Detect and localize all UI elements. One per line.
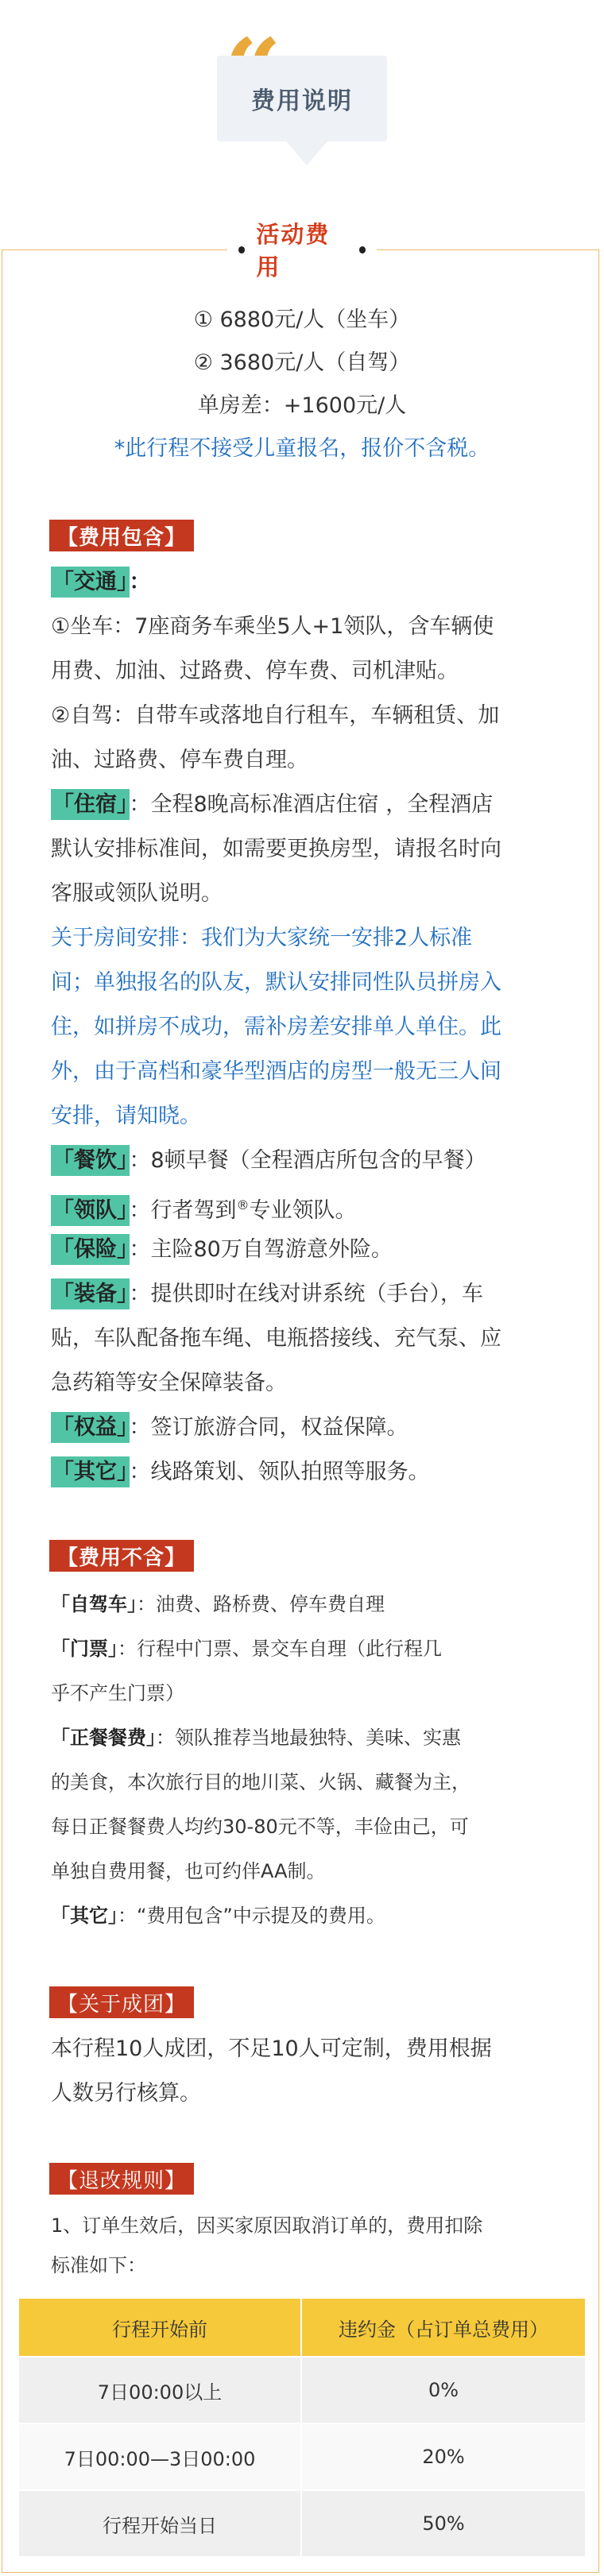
registered-mark: ® [236, 1197, 250, 1213]
room-line-1: 关于房间安排：我们为大家统一安排2人标准 [51, 926, 473, 950]
excluded-ticket-tag: 「门票」 [51, 1638, 118, 1660]
excluded-meal-tag: 「正餐餐费」 [51, 1727, 156, 1749]
car-line-1: ①坐车：7座商务车乘坐5人+1领队，含车辆使 [51, 614, 494, 639]
refund-line-1: 1、订单生效后，因买家原因取消订单的，费用扣除 [51, 2214, 483, 2237]
bullet-dot-icon [359, 246, 366, 253]
table-row [19, 2356, 585, 2423]
transport-heading: 「交通」： [51, 561, 559, 604]
other-included-tag: 「其它」 [51, 1456, 130, 1487]
excluded-other-line: 「其它」：“费用包含”中示提及的费用。 [51, 1905, 385, 1927]
group-line-2: 人数另行核算。 [51, 2081, 201, 2106]
equipment-tag: 「装备」 [51, 1278, 130, 1309]
section-label [227, 221, 377, 280]
equipment-line-1: 「装备」：提供即时在线对讲系统（手台），车 [51, 1273, 559, 1316]
bullet-dot-icon [238, 246, 245, 253]
excluded-ticket-line-2: 乎不产生门票） [51, 1682, 184, 1704]
leader-line: 「领队」：行者驾到®专业领队。 [51, 1184, 559, 1232]
meal-line: 「餐饮」：8顿早餐（全程酒店所包含的早餐） [51, 1139, 559, 1182]
room-line-5: 安排，请知晓。 [51, 1104, 201, 1128]
excluded-tag: 【费用不含】 [49, 1540, 194, 1572]
table-row [19, 2489, 585, 2556]
leader-tag: 「领队」 [51, 1195, 130, 1226]
refund-col-header: 违约金（占订单总费用） [302, 2299, 585, 2356]
excluded-other-tag: 「其它」 [51, 1905, 118, 1927]
excluded-meal-line-2: 的美食，本次旅行目的地川菜、火锅、藏餐为主， [51, 1771, 470, 1793]
self-drive-line-1: ②自驾：自带车或落地自行租车，车辆租赁、加 [51, 703, 500, 728]
insurance-tag: 「保险」 [51, 1234, 130, 1265]
group-tag: 【关于成团】 [49, 1986, 194, 2018]
table-cell: 50% [302, 2489, 585, 2556]
included-tag: 【费用包含】 [49, 520, 194, 551]
refund-line-2: 标准如下： [51, 2254, 146, 2276]
table-cell: 0% [302, 2356, 585, 2423]
room-line-4: 外，由于高档和豪华型酒店的房型一般无三人间 [51, 1059, 501, 1084]
group-line-1: 本行程10人成团，不足10人可定制，费用根据 [51, 2036, 492, 2061]
excluded-car-tag: 「自驾车」 [51, 1593, 137, 1615]
hotel-line-3: 客服或领队说明。 [51, 881, 223, 906]
rights-tag: 「权益」 [51, 1412, 130, 1443]
hotel-tag: 「住宿」 [51, 789, 130, 820]
hotel-line-2: 默认安排标准间，如需要更换房型，请报名时向 [51, 837, 501, 861]
equipment-line-3: 急药箱等安全保障装备。 [51, 1371, 287, 1395]
excluded-ticket-line-1: 「门票」：行程中门票、景交车自理（此行程几 [51, 1638, 442, 1660]
price-sitting: ① 6880元/人（坐车） [193, 307, 411, 332]
table-cell: 7日00:00以上 [19, 2356, 302, 2423]
refund-col-header: 行程开始前 [19, 2299, 302, 2356]
hotel-line-1: 「住宿」：全程8晚高标准酒店住宿 ，全程酒店 [51, 783, 559, 826]
price-note: *此行程不接受儿童报名，报价不含税。 [114, 436, 490, 461]
section-label-text: 活动费用 [256, 221, 331, 280]
excluded-meal-line-4: 单独自费用餐，也可约伴AA制。 [51, 1860, 326, 1882]
page-title: 费用说明 [251, 87, 353, 115]
table-cell: 20% [302, 2423, 585, 2489]
rights-line: 「权益」：签订旅游合同，权益保障。 [51, 1406, 559, 1449]
table-cell: 行程开始当日 [19, 2489, 302, 2556]
speech-bubble-tail [286, 141, 327, 165]
transport-tag: 「交通」 [51, 567, 130, 598]
insurance-line: 「保险」：主险80万自驾游意外险。 [51, 1228, 559, 1271]
self-drive-line-2: 油、过路费、停车费自理。 [51, 748, 308, 772]
equipment-line-2: 贴，车队配备拖车绳、电瓶搭接线、充气泵、应 [51, 1326, 501, 1351]
excluded-car-line: 「自驾车」：油费、路桥费、停车费自理 [51, 1593, 385, 1615]
room-line-2: 间；单独报名的队友，默认安排同性队员拼房入 [51, 970, 501, 995]
refund-table [19, 2299, 585, 2556]
other-included-line: 「其它」：线路策划、领队拍照等服务。 [51, 1451, 559, 1494]
room-line-3: 住，如拼房不成功，需补房差安排单人单住。此 [51, 1015, 501, 1039]
excluded-meal-line-3: 每日正餐餐费人均约30-80元不等，丰俭由己，可 [51, 1816, 469, 1838]
excluded-meal-line-1: 「正餐餐费」：领队推荐当地最独特、美味、实惠 [51, 1727, 461, 1749]
page-title-box [217, 56, 387, 141]
table-row [19, 2423, 585, 2489]
refund-tag: 【退改规则】 [49, 2163, 194, 2195]
table-cell: 7日00:00—3日00:00 [19, 2423, 302, 2489]
price-single-room: 单房差：+1600元/人 [197, 393, 407, 418]
car-line-2: 用费、加油、过路费、停车费、司机津贴。 [51, 659, 459, 683]
price-self-drive: ② 3680元/人（自驾） [193, 350, 411, 375]
meal-tag: 「餐饮」 [51, 1145, 130, 1176]
